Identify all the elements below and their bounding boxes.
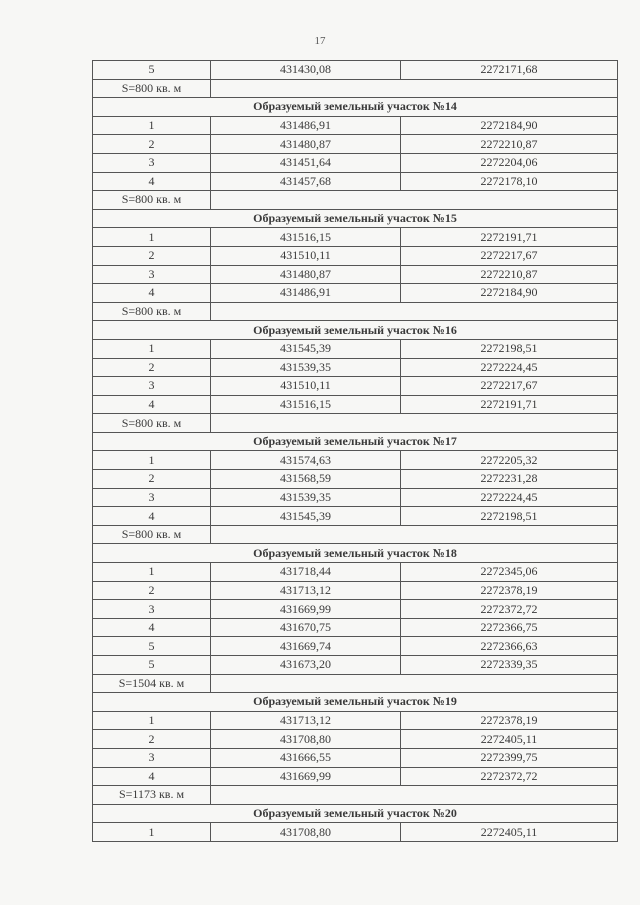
point-number: 2 — [93, 358, 211, 377]
point-row — [93, 339, 618, 358]
point-row — [93, 730, 618, 749]
coordinate-x: 431486,91 — [211, 116, 401, 135]
coordinates-table — [92, 60, 618, 842]
point-number: 4 — [93, 767, 211, 786]
point-number: 1 — [93, 339, 211, 358]
point-row — [93, 246, 618, 265]
point-row — [93, 116, 618, 135]
point-row — [93, 153, 618, 172]
empty-cell — [211, 191, 618, 210]
coordinate-y: 2272210,87 — [401, 265, 618, 284]
point-number: 2 — [93, 581, 211, 600]
empty-cell — [211, 302, 618, 321]
section-title-row — [93, 693, 618, 712]
area-value: S=800 кв. м — [93, 414, 211, 433]
point-row — [93, 265, 618, 284]
coordinate-x: 431666,55 — [211, 748, 401, 767]
point-row — [93, 711, 618, 730]
coordinate-x: 431430,08 — [211, 61, 401, 80]
area-value: S=800 кв. м — [93, 525, 211, 544]
coordinate-x: 431669,99 — [211, 767, 401, 786]
point-row — [93, 618, 618, 637]
coordinate-y: 2272210,87 — [401, 135, 618, 154]
coordinate-x: 431545,39 — [211, 507, 401, 526]
point-row — [93, 637, 618, 656]
coordinate-y: 2272184,90 — [401, 116, 618, 135]
coordinate-x: 431457,68 — [211, 172, 401, 191]
coordinate-x: 431713,12 — [211, 711, 401, 730]
point-number: 4 — [93, 172, 211, 191]
coordinate-x: 431669,74 — [211, 637, 401, 656]
area-row — [93, 302, 618, 321]
area-row — [93, 525, 618, 544]
coordinate-x: 431516,15 — [211, 228, 401, 247]
point-number: 3 — [93, 377, 211, 396]
coordinate-y: 2272217,67 — [401, 377, 618, 396]
point-row — [93, 172, 618, 191]
point-row — [93, 581, 618, 600]
coordinate-x: 431510,11 — [211, 377, 401, 396]
point-number: 1 — [93, 116, 211, 135]
empty-cell — [211, 79, 618, 98]
coordinate-x: 431673,20 — [211, 656, 401, 675]
point-row — [93, 488, 618, 507]
section-title-row — [93, 544, 618, 563]
point-row — [93, 748, 618, 767]
coordinate-y: 2272372,72 — [401, 767, 618, 786]
point-number: 2 — [93, 470, 211, 489]
point-row — [93, 61, 618, 80]
coordinate-x: 431480,87 — [211, 265, 401, 284]
area-row — [93, 79, 618, 98]
area-row — [93, 191, 618, 210]
point-number: 1 — [93, 451, 211, 470]
point-number: 5 — [93, 656, 211, 675]
coordinate-x: 431545,39 — [211, 339, 401, 358]
point-number: 3 — [93, 600, 211, 619]
coordinate-y: 2272231,28 — [401, 470, 618, 489]
coordinate-y: 2272171,68 — [401, 61, 618, 80]
coordinate-y: 2272345,06 — [401, 563, 618, 582]
point-row — [93, 767, 618, 786]
coordinate-x: 431708,80 — [211, 823, 401, 842]
point-row — [93, 563, 618, 582]
coordinate-x: 431510,11 — [211, 246, 401, 265]
coordinate-y: 2272405,11 — [401, 730, 618, 749]
empty-cell — [211, 786, 618, 805]
point-row — [93, 507, 618, 526]
section-title-row — [93, 804, 618, 823]
coordinate-y: 2272191,71 — [401, 395, 618, 414]
point-number: 4 — [93, 507, 211, 526]
page-number: 17 — [314, 35, 326, 47]
point-row — [93, 228, 618, 247]
coordinate-y: 2272372,72 — [401, 600, 618, 619]
point-number: 1 — [93, 563, 211, 582]
point-row — [93, 656, 618, 675]
empty-cell — [211, 414, 618, 433]
coordinate-x: 431574,63 — [211, 451, 401, 470]
area-value: S=1173 кв. м — [93, 786, 211, 805]
coordinate-y: 2272366,63 — [401, 637, 618, 656]
coordinate-y: 2272224,45 — [401, 488, 618, 507]
area-value: S=1504 кв. м — [93, 674, 211, 693]
coordinate-y: 2272339,35 — [401, 656, 618, 675]
point-number: 5 — [93, 637, 211, 656]
coordinate-x: 431539,35 — [211, 488, 401, 507]
coordinate-y: 2272366,75 — [401, 618, 618, 637]
area-value: S=800 кв. м — [93, 79, 211, 98]
point-number: 2 — [93, 135, 211, 154]
section-title: Образуемый земельный участок №18 — [93, 544, 618, 563]
point-number: 4 — [93, 284, 211, 303]
point-number: 3 — [93, 153, 211, 172]
area-value: S=800 кв. м — [93, 302, 211, 321]
area-row — [93, 414, 618, 433]
coordinate-y: 2272178,10 — [401, 172, 618, 191]
coordinate-x: 431486,91 — [211, 284, 401, 303]
point-number: 5 — [93, 61, 211, 80]
point-row — [93, 823, 618, 842]
point-number: 3 — [93, 748, 211, 767]
coordinate-y: 2272399,75 — [401, 748, 618, 767]
section-title-row — [93, 321, 618, 340]
coordinate-y: 2272378,19 — [401, 711, 618, 730]
section-title: Образуемый земельный участок №17 — [93, 432, 618, 451]
coordinate-y: 2272198,51 — [401, 339, 618, 358]
section-title: Образуемый земельный участок №14 — [93, 98, 618, 117]
area-row — [93, 786, 618, 805]
point-number: 2 — [93, 246, 211, 265]
point-row — [93, 600, 618, 619]
section-title-row — [93, 209, 618, 228]
coordinate-y: 2272184,90 — [401, 284, 618, 303]
point-number: 1 — [93, 711, 211, 730]
section-title: Образуемый земельный участок №16 — [93, 321, 618, 340]
point-number: 1 — [93, 823, 211, 842]
area-value: S=800 кв. м — [93, 191, 211, 210]
empty-cell — [211, 674, 618, 693]
coordinate-y: 2272378,19 — [401, 581, 618, 600]
section-title: Образуемый земельный участок №15 — [93, 209, 618, 228]
point-number: 2 — [93, 730, 211, 749]
point-row — [93, 284, 618, 303]
section-title-row — [93, 98, 618, 117]
point-row — [93, 135, 618, 154]
section-title: Образуемый земельный участок №20 — [93, 804, 618, 823]
point-row — [93, 451, 618, 470]
coordinate-x: 431670,75 — [211, 618, 401, 637]
point-number: 1 — [93, 228, 211, 247]
point-row — [93, 470, 618, 489]
point-number: 4 — [93, 618, 211, 637]
coordinate-x: 431669,99 — [211, 600, 401, 619]
coordinate-x: 431718,44 — [211, 563, 401, 582]
coordinate-x: 431568,59 — [211, 470, 401, 489]
point-row — [93, 395, 618, 414]
coordinate-x: 431713,12 — [211, 581, 401, 600]
coordinate-y: 2272191,71 — [401, 228, 618, 247]
coordinate-x: 431708,80 — [211, 730, 401, 749]
section-title: Образуемый земельный участок №19 — [93, 693, 618, 712]
coordinate-y: 2272224,45 — [401, 358, 618, 377]
coordinate-x: 431480,87 — [211, 135, 401, 154]
coordinate-x: 431516,15 — [211, 395, 401, 414]
empty-cell — [211, 525, 618, 544]
coordinate-y: 2272198,51 — [401, 507, 618, 526]
point-number: 3 — [93, 488, 211, 507]
point-number: 4 — [93, 395, 211, 414]
coordinate-y: 2272205,32 — [401, 451, 618, 470]
coordinate-y: 2272405,11 — [401, 823, 618, 842]
coordinate-y: 2272204,06 — [401, 153, 618, 172]
area-row — [93, 674, 618, 693]
section-title-row — [93, 432, 618, 451]
coordinate-x: 431539,35 — [211, 358, 401, 377]
point-number: 3 — [93, 265, 211, 284]
coordinate-x: 431451,64 — [211, 153, 401, 172]
coordinate-y: 2272217,67 — [401, 246, 618, 265]
point-row — [93, 358, 618, 377]
point-row — [93, 377, 618, 396]
